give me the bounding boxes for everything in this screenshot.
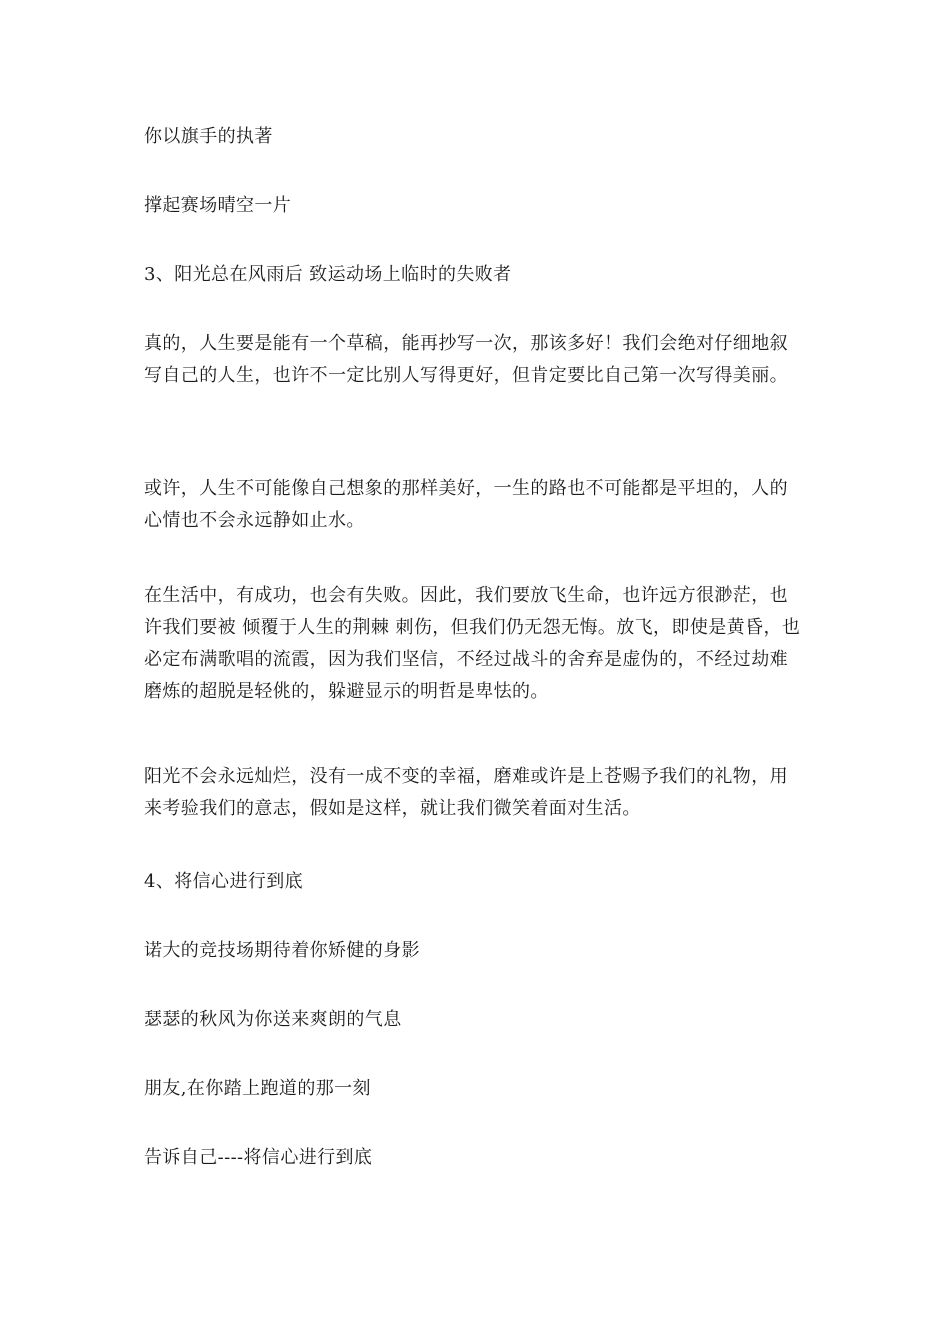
verse-line: 诺大的竞技场期待着你矫健的身影 <box>144 940 420 961</box>
verse-line: 朋友,在你踏上跑道的那一刻 <box>144 1078 371 1099</box>
verse-line: 你以旗手的执著 <box>144 126 273 147</box>
section-heading: 3、阳光总在风雨后 致运动场上临时的失败者 <box>144 264 512 285</box>
paragraph: 阳光不会永远灿烂，没有一成不变的幸福，磨难或许是上苍赐予我们的礼物，用来考验我们的意志，假如是这样，就让我们微笑着面对生活。 <box>144 766 788 819</box>
verse-line: 撑起赛场晴空一片 <box>144 195 292 216</box>
paragraph: 真的，人生要是能有一个草稿，能再抄写一次，那该多好！我们会绝对仔细地叙写自己的人生，也许不一定比别人写得更好，但肯定要比自己第一次写得美丽。 <box>144 333 788 386</box>
paragraph: 或许，人生不可能像自己想象的那样美好，一生的路也不可能都是平坦的，人的心情也不会永远静如止水。 <box>144 478 788 531</box>
paragraph: 在生活中，有成功，也会有失败。因此，我们要放飞生命，也许远方很渺茫，也许我们要被 倾覆于人生的荆棘 刺伤，但我们仍无怨无悔。放飞，即使是黄昏，也必定布满歌唱的流霞，因为我们坚信，不经过战斗的舍弃是虚伪的，不经过劫难磨炼的超脱是轻佻的，躲避显示的明哲是卑怯的。 <box>144 585 801 702</box>
section-heading: 4、将信心进行到底 <box>144 871 304 892</box>
verse-line: 告诉自己----将信心进行到底 <box>144 1147 373 1168</box>
verse-line: 瑟瑟的秋风为你送来爽朗的气息 <box>144 1009 402 1030</box>
